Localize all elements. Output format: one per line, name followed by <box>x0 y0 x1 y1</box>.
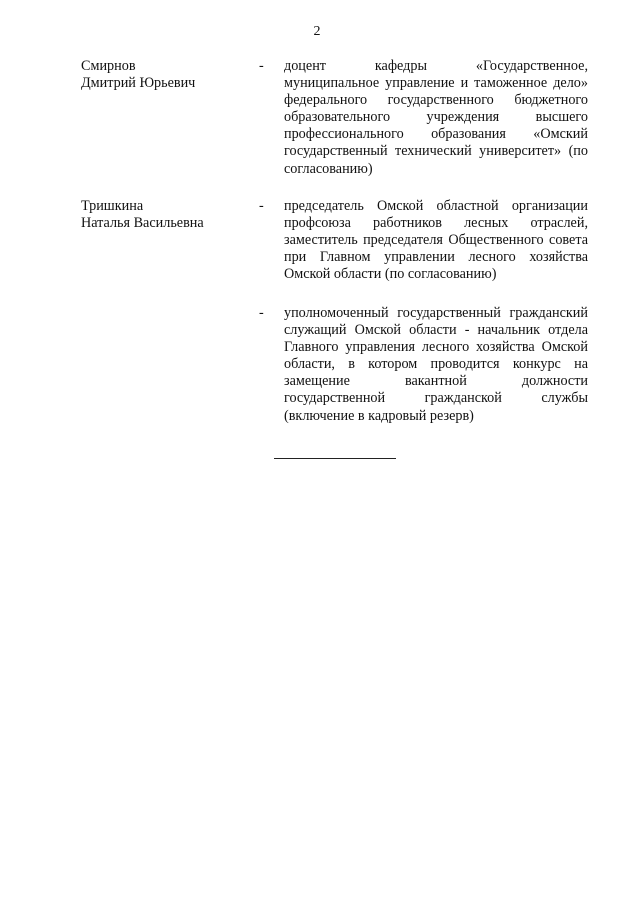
member-given-names: Дмитрий Юрьевич <box>81 75 196 91</box>
member-name <box>81 58 251 92</box>
member-given-names: Наталья Васильевна <box>81 215 204 231</box>
member-position-description: председатель Омской областной организации профсоюза работников лесных отраслей, заместитель председателя Общественного совета при Главном управлении лесного хозяйства Омской области (по согласованию) <box>284 198 588 283</box>
page-number: 2 <box>313 24 321 39</box>
entry-dash: - <box>259 58 264 74</box>
member-name <box>81 198 251 232</box>
member-surname: Смирнов <box>81 58 136 74</box>
member-surname: Тришкина <box>81 198 144 214</box>
member-position-description: уполномоченный государственный гражданский служащий Омской области - начальник отдела Главного управления лесного хозяйства Омской области, в котором проводится конкурс на замещение вакантной должности государственной гражданской службы (включение в кадровый резерв) <box>284 305 588 424</box>
entry-dash: - <box>259 305 264 321</box>
entry-dash: - <box>259 198 264 214</box>
closing-rule <box>274 458 396 459</box>
member-position-description: доцент кафедры «Государственное, муниципальное управление и таможенное дело» федерального государственного бюджетного образовательного учреждения высшего профессионального образования «Омский государственный технический университет» (по согласованию) <box>284 58 588 177</box>
